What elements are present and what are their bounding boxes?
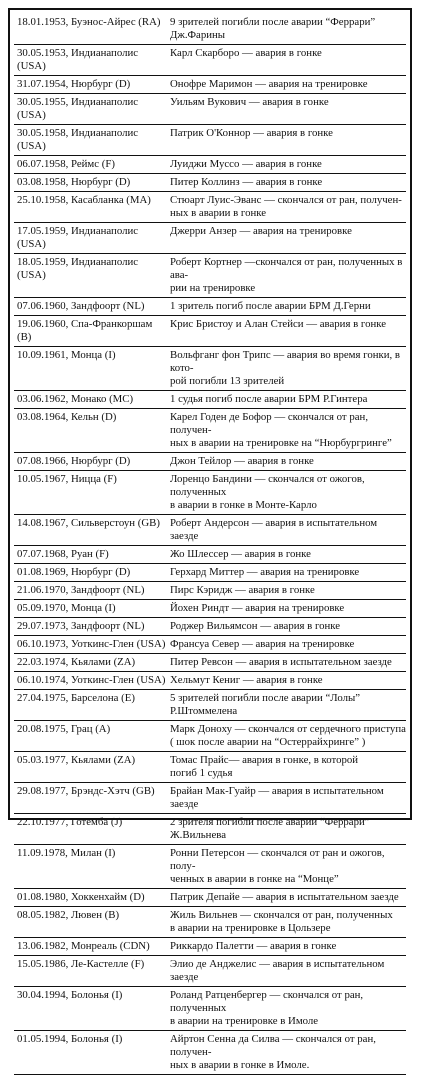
description-cell: Крис Бристоу и Алан Стейси — авария в гонке bbox=[166, 316, 406, 347]
date-place-cell: 07.07.1968, Руан (F) bbox=[14, 546, 166, 564]
description-cell: Роджер Вильямсон — авария в гонке bbox=[166, 618, 406, 636]
date-place-cell: 01.08.1980, Хоккенхайм (D) bbox=[14, 889, 166, 907]
date-place-cell: 15.05.1986, Ле-Кастелле (F) bbox=[14, 956, 166, 987]
description-cell: Луиджи Муссо — авария в гонке bbox=[166, 156, 406, 174]
description-cell: 5 зрителей погибли после аварии “Лолы” Р.Штоммелена bbox=[166, 690, 406, 721]
date-place-cell: 01.05.1994, Болонья (I) bbox=[14, 1031, 166, 1075]
date-place-cell: 06.10.1973, Уоткинс-Глен (USA) bbox=[14, 636, 166, 654]
description-cell: Герхард Миттер — авария на тренировке bbox=[166, 564, 406, 582]
description-cell: Питер Ревсон — авария в испытательном заезде bbox=[166, 654, 406, 672]
date-place-cell: 30.04.1994, Болонья (I) bbox=[14, 987, 166, 1031]
description-cell: Джон Тейлор — авария в гонке bbox=[166, 453, 406, 471]
date-place-cell: 03.06.1962, Монако (MC) bbox=[14, 391, 166, 409]
description-cell: Айртон Сенна да Силва — скончался от ран, получен- ных в аварии в гонке в Имоле. bbox=[166, 1031, 406, 1075]
date-place-cell: 30.05.1958, Индианаполис (USA) bbox=[14, 125, 166, 156]
date-place-cell: 01.08.1969, Нюрбург (D) bbox=[14, 564, 166, 582]
date-place-cell: 31.07.1954, Нюрбург (D) bbox=[14, 76, 166, 94]
description-cell: Жиль Вильнев — скончался от ран, полученных в аварии на тренировке в Цользере bbox=[166, 907, 406, 938]
date-place-cell: 06.10.1974, Уоткинс-Глен (USA) bbox=[14, 672, 166, 690]
description-cell: Карл Скарборо — авария в гонке bbox=[166, 45, 406, 76]
date-place-cell: 05.09.1970, Монца (I) bbox=[14, 600, 166, 618]
date-place-cell: 07.06.1960, Зандфоорт (NL) bbox=[14, 298, 166, 316]
date-place-cell: 06.07.1958, Реймс (F) bbox=[14, 156, 166, 174]
date-place-cell: 22.10.1977, Готемба (J) bbox=[14, 814, 166, 845]
description-cell: 1 зритель погиб после аварии БРМ Д.Герни bbox=[166, 298, 406, 316]
date-place-cell: 30.05.1955, Индианаполис (USA) bbox=[14, 94, 166, 125]
date-place-cell: 27.04.1975, Барселона (E) bbox=[14, 690, 166, 721]
date-place-cell: 17.05.1959, Индианаполис (USA) bbox=[14, 223, 166, 254]
description-cell: Роберт Андерсон — авария в испытательном заезде bbox=[166, 515, 406, 546]
description-cell: Патрик О'Коннор — авария в гонке bbox=[166, 125, 406, 156]
date-place-cell: 14.08.1967, Сильверстоун (GB) bbox=[14, 515, 166, 546]
date-place-cell: 08.05.1982, Лювен (B) bbox=[14, 907, 166, 938]
date-place-cell: 19.06.1960, Спа-Франкоршам (B) bbox=[14, 316, 166, 347]
description-cell: Роберт Кортнер —скончался от ран, полученных в ава- рии на тренировке bbox=[166, 254, 406, 298]
date-place-cell: 03.08.1958, Нюрбург (D) bbox=[14, 174, 166, 192]
date-place-cell: 21.06.1970, Зандфоорт (NL) bbox=[14, 582, 166, 600]
description-cell: Роланд Ратценбергер — скончался от ран, полученных в аварии на тренировке в Имоле bbox=[166, 987, 406, 1031]
fatalities-table bbox=[14, 14, 406, 1075]
description-cell: Онофре Маримон — авария на тренировке bbox=[166, 76, 406, 94]
description-cell: Вольфганг фон Трипс — авария во время гонки, в кото- рой погибли 13 зрителей bbox=[166, 347, 406, 391]
description-cell: Элио де Анджелис — авария в испытательном заезде bbox=[166, 956, 406, 987]
description-cell: Йохен Риндт — авария на тренировке bbox=[166, 600, 406, 618]
date-place-cell: 10.05.1967, Ницца (F) bbox=[14, 471, 166, 515]
date-place-cell: 18.01.1953, Буэнос-Айрес (RA) bbox=[14, 14, 166, 45]
description-cell: 9 зрителей погибли после аварии “Феррари” Дж.Фарины bbox=[166, 14, 406, 45]
description-cell: 2 зрителя погибли после аварии “Феррари” Ж.Вильнева bbox=[166, 814, 406, 845]
description-cell: Жо Шлессер — авария в гонке bbox=[166, 546, 406, 564]
date-place-cell: 29.08.1977, Брэндс-Хэтч (GB) bbox=[14, 783, 166, 814]
description-cell: Марк Донοху — скончался от сердечного приступа ( шок после аварии на “Остеррайхринге” ) bbox=[166, 721, 406, 752]
date-place-cell: 07.08.1966, Нюрбург (D) bbox=[14, 453, 166, 471]
date-place-cell: 29.07.1973, Зандфоорт (NL) bbox=[14, 618, 166, 636]
description-cell: Питер Коллинз — авария в гонке bbox=[166, 174, 406, 192]
date-place-cell: 20.08.1975, Грац (A) bbox=[14, 721, 166, 752]
description-cell: Карел Годен де Бофор — скончался от ран, получен- ных в аварии на тренировке на “Нюрбургринге” bbox=[166, 409, 406, 453]
date-place-cell: 03.08.1964, Кельн (D) bbox=[14, 409, 166, 453]
description-cell: Уильям Вукович — авария в гонке bbox=[166, 94, 406, 125]
description-cell: Джерри Анзер — авария на тренировке bbox=[166, 223, 406, 254]
description-cell: Брайан Мак-Гуайр — авария в испытательном заезде bbox=[166, 783, 406, 814]
document-page bbox=[14, 14, 406, 1071]
description-cell: Франсуа Север — авария на тренировке bbox=[166, 636, 406, 654]
date-place-cell: 30.05.1953, Индианаполис (USA) bbox=[14, 45, 166, 76]
description-cell: Пирс Кэридж — авария в гонке bbox=[166, 582, 406, 600]
date-place-cell: 25.10.1958, Касабланка (MA) bbox=[14, 192, 166, 223]
date-place-cell: 05.03.1977, Кьялами (ZA) bbox=[14, 752, 166, 783]
description-cell: Патрик Депайе — авария в испытательном заезде bbox=[166, 889, 406, 907]
description-cell: Ронни Петерсон — скончался от ран и ожогов, полу- ченных в аварии в гонке на “Монце” bbox=[166, 845, 406, 889]
date-place-cell: 13.06.1982, Монреаль (CDN) bbox=[14, 938, 166, 956]
date-place-cell: 11.09.1978, Милан (I) bbox=[14, 845, 166, 889]
description-cell: Риккардо Палетти — авария в гонке bbox=[166, 938, 406, 956]
description-cell: Лоренцо Бандини — скончался от ожогов, полученных в аварии в гонке в Монте-Карло bbox=[166, 471, 406, 515]
description-cell: Хельмут Кениг — авария в гонке bbox=[166, 672, 406, 690]
description-cell: 1 судья погиб после аварии БРМ Р.Гинтера bbox=[166, 391, 406, 409]
description-cell: Томас Прайс— авария в гонке, в которой погиб 1 судья bbox=[166, 752, 406, 783]
description-cell: Стюарт Луис-Эванс — скончался от ран, получен- ных в аварии в гонке bbox=[166, 192, 406, 223]
date-place-cell: 22.03.1974, Кьялами (ZA) bbox=[14, 654, 166, 672]
date-place-cell: 10.09.1961, Монца (I) bbox=[14, 347, 166, 391]
date-place-cell: 18.05.1959, Индианаполис (USA) bbox=[14, 254, 166, 298]
